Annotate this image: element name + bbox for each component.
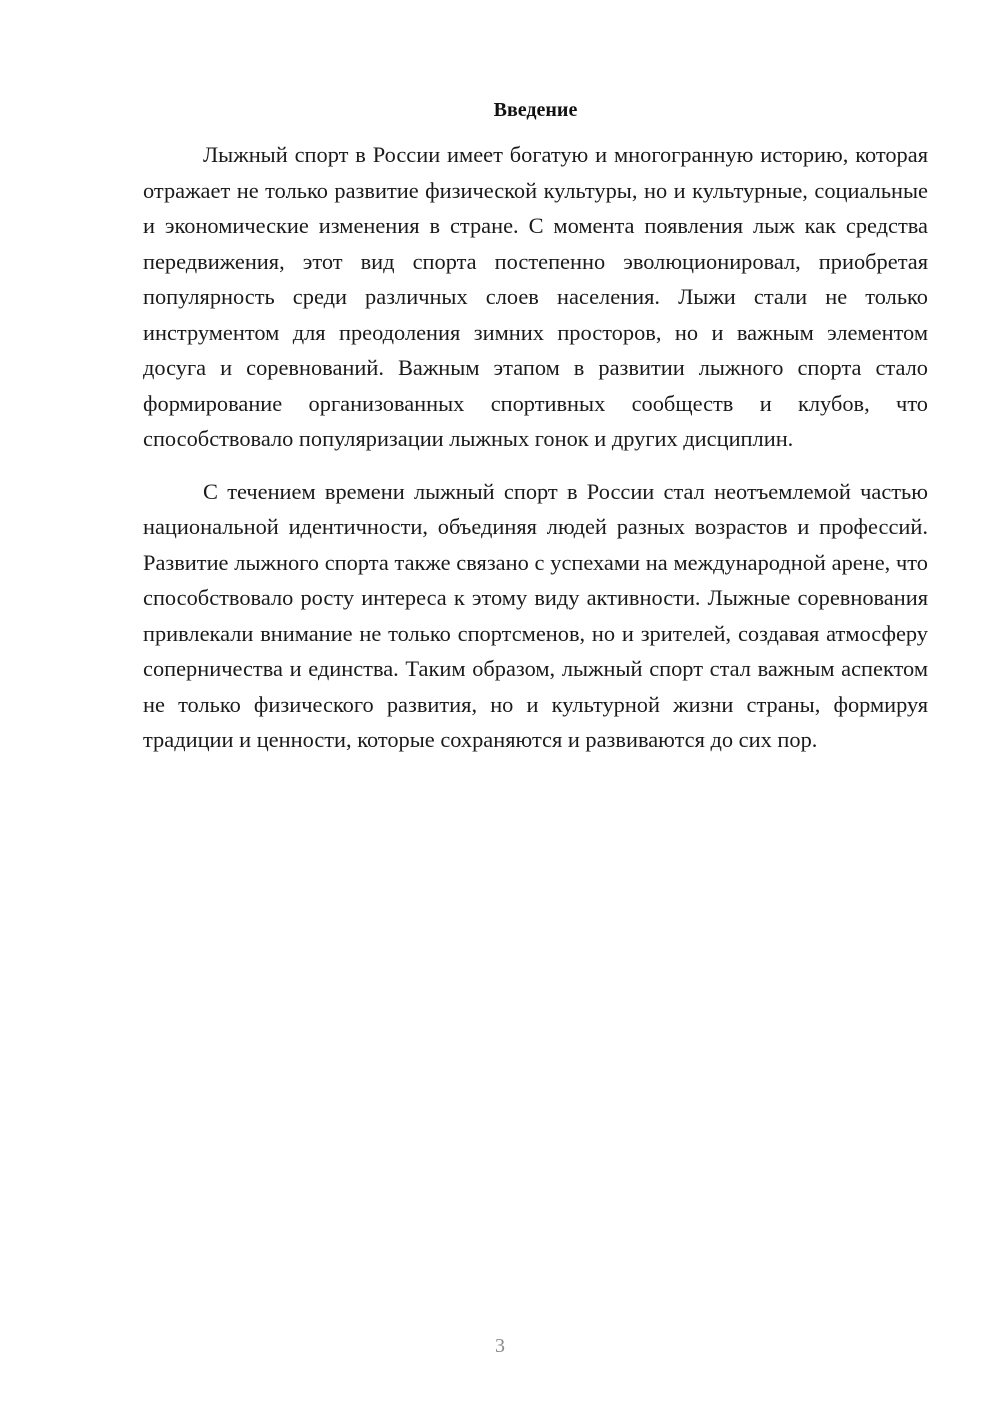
- section-heading: Введение: [493, 99, 578, 121]
- page-content: [143, 97, 928, 758]
- page-number: 3: [495, 1335, 505, 1357]
- paragraph-2: С течением времени лыжный спорт в России стал неотъемлемой частью национальной идентичности, объединяя людей разных возрастов и профессий. Развитие лыжного спорта также связано с успехами на международной арене, что способствовало росту интереса к этому виду активности. Лыжные соревнования привлекали внимание не только спортсменов, но и зрителей, создавая атмосферу соперничества и единства. Таким образом, лыжный спорт стал важным аспектом не только физического развития, но и культурной жизни страны, формируя традиции и ценности, которые сохраняются и развиваются до сих пор.: [143, 478, 928, 752]
- paragraph-1: Лыжный спорт в России имеет богатую и многогранную историю, которая отражает не только развитие физической культуры, но и культурные, социальные и экономические изменения в стране. С момента появления лыж как средства передвижения, этот вид спорта постепенно эволюционировал, приобретая популярность среди различных слоев населения. Лыжи стали не только инструментом для преодоления зимних просторов, но и важным элементом досуга и соревнований. Важным этапом в развитии лыжного спорта стало формирование организованных спортивных сообществ и клубов, что способствовало популяризации лыжных гонок и других дисциплин.: [143, 142, 928, 451]
